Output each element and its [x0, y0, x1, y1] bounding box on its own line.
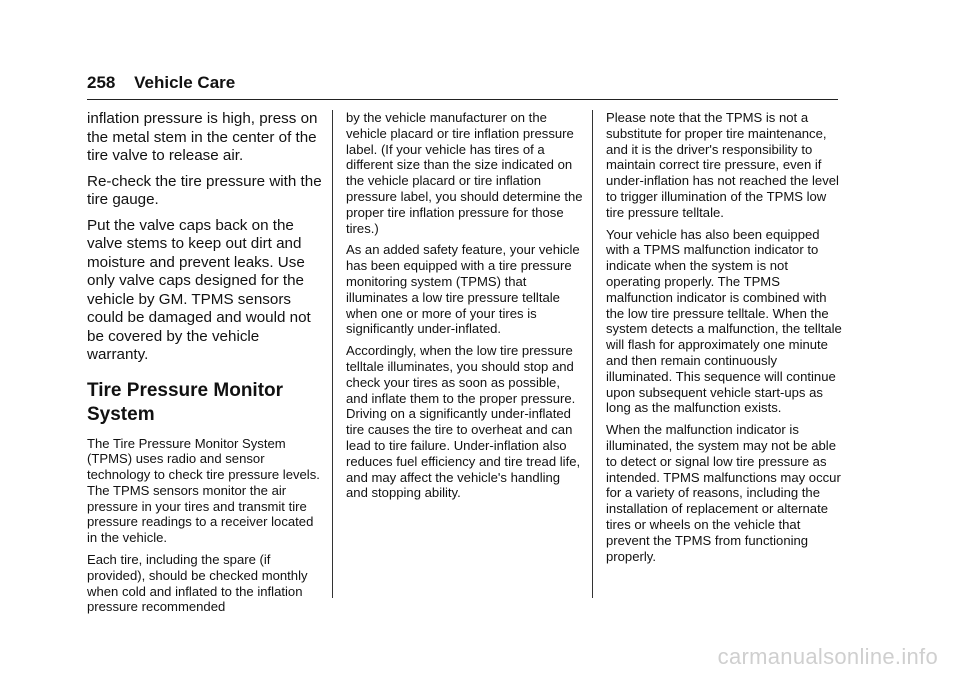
paragraph: by the vehicle manufacturer on the vehicle placard or tire inflation pressure label. (If your vehicle has tires of a different size than the size indicated on the vehicle placard or tire inflation pressure label, you should determine the proper tire inflation pressure for those tires.) [346, 110, 583, 236]
page-number: 258 [87, 73, 116, 92]
paragraph: When the malfunction indicator is illuminated, the system may not be able to detect or signal low tire pressure as intended. TPMS malfunctions may occur for a variety of reasons, including the installation of replacement or alternate tires or wheels on the vehicle that prevent the TPMS from functioning properly. [606, 422, 841, 564]
paragraph: Put the valve caps back on the valve stems to keep out dirt and moisture and prevent leaks. Use only valve caps designed for the vehicle by GM. TPMS sensors could be damaged and would not be covered by the vehicle warranty. [87, 216, 311, 363]
column-1 [87, 110, 323, 621]
section-title: Vehicle Care [134, 73, 236, 92]
column-divider-2 [592, 110, 593, 598]
section-heading: Tire Pressure Monitor System [87, 379, 284, 425]
paragraph: Re-check the tire pressure with the tire gauge. [87, 172, 322, 208]
paragraph: Your vehicle has also been equipped with a TPMS malfunction indicator to indicate when the system is not operating properly. The TPMS malfunction indicator is combined with the low tire pressure telltale. When the system detects a malfunction, the telltale will flash for approximately one minute and then remain continuously illuminated. This sequence will continue upon subsequent vehicle start-ups as long as the malfunction exists. [606, 226, 842, 416]
column-3 [606, 110, 842, 570]
header-divider [87, 99, 838, 100]
paragraph: Please note that the TPMS is not a substitute for proper tire maintenance, and it is the driver's responsibility to maintain correct tire pressure, even if under-inflation has not reached the level to trigger illumination of the TPMS low tire pressure telltale. [606, 110, 839, 220]
paragraph: As an added safety feature, your vehicle has been equipped with a tire pressure monitoring system (TPMS) that illuminates a low tire pressure telltale when one or more of your tires is significantly under-inflated. [346, 242, 580, 337]
column-2 [346, 110, 584, 507]
watermark-text: carmanualsonline.info [717, 644, 938, 669]
paragraph: Accordingly, when the low tire pressure telltale illuminates, you should stop and check your tires as soon as possible, and inflate them to the proper pressure. Driving on a significantly under-inflated tire causes the tire to overheat and can lead to tire failure. Under-inflation also reduces fuel efficiency and tire tread life, and may affect the vehicle's handling and stopping ability. [346, 343, 581, 501]
paragraph: The Tire Pressure Monitor System (TPMS) uses radio and sensor technology to check tire pressure levels. The TPMS sensors monitor the air pressure in your tires and transmit tire pressure readings to a receiver located in the vehicle. [87, 435, 320, 546]
page-header [87, 73, 235, 93]
paragraph: Each tire, including the spare (if provided), should be checked monthly when cold and inflated to the inflation pressure recommended [87, 552, 308, 615]
paragraph: inflation pressure is high, press on the metal stem in the center of the tire valve to release air. [87, 110, 318, 164]
column-divider-1 [332, 110, 333, 598]
